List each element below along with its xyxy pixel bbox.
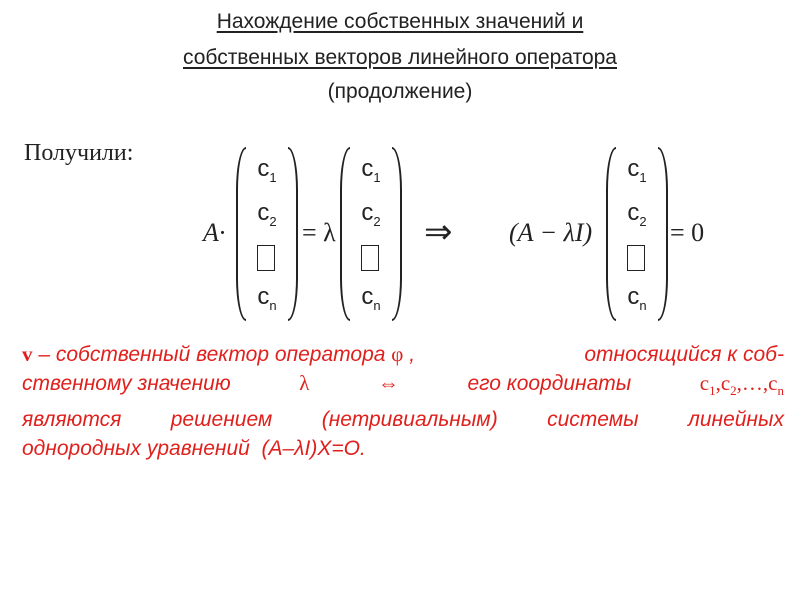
vector-1-c1: $c_1$ xyxy=(257,155,277,185)
vector-1-ellipsis-box xyxy=(257,245,275,271)
vector-1 xyxy=(246,147,288,321)
title-line-1: Нахождение собственных значений и xyxy=(216,10,584,33)
vector-1-c2: $c_2$ xyxy=(257,199,277,229)
matrix-expression: (A − λI) xyxy=(509,218,593,247)
vector-2-c1: $c_1$ xyxy=(361,155,381,185)
equals-lambda: = λ xyxy=(302,218,336,247)
equals-zero: = 0 xyxy=(670,218,705,247)
definition-line-4: однородных уравнений (A–λI)X=O. xyxy=(22,437,366,461)
implies-arrow: ⇒ xyxy=(424,214,453,251)
vector-2 xyxy=(350,147,392,321)
title-line-2: собственных векторов линейного оператора xyxy=(182,46,617,69)
vector-3-cn: $c_n$ xyxy=(627,283,647,313)
definition-line-3: являются решением (нетривиальным) системы линейных xyxy=(22,408,784,432)
definition-line-2: ственному значению λ ⇔ его координаты $c_1,c_2,\dots,c_n$ xyxy=(22,371,784,399)
vector-2-ellipsis-box xyxy=(361,245,379,271)
definition-text xyxy=(22,340,784,463)
vector-3-c2: $c_2$ xyxy=(627,199,647,229)
vector-2-c2: $c_2$ xyxy=(361,199,381,229)
vector-2-cn: $c_n$ xyxy=(361,283,381,313)
vector-1-cn: $c_n$ xyxy=(257,283,277,313)
vector-3-ellipsis-box xyxy=(627,245,645,271)
vector-3 xyxy=(616,147,658,321)
operator-A: A· xyxy=(203,218,226,247)
definition-line-1: v – собственный вектор оператора φ , относящийся к соб- xyxy=(22,342,784,366)
vector-3-c1: $c_1$ xyxy=(627,155,647,185)
title-line-3: (продолжение) xyxy=(327,80,473,103)
received-label: Получили: xyxy=(24,140,134,166)
